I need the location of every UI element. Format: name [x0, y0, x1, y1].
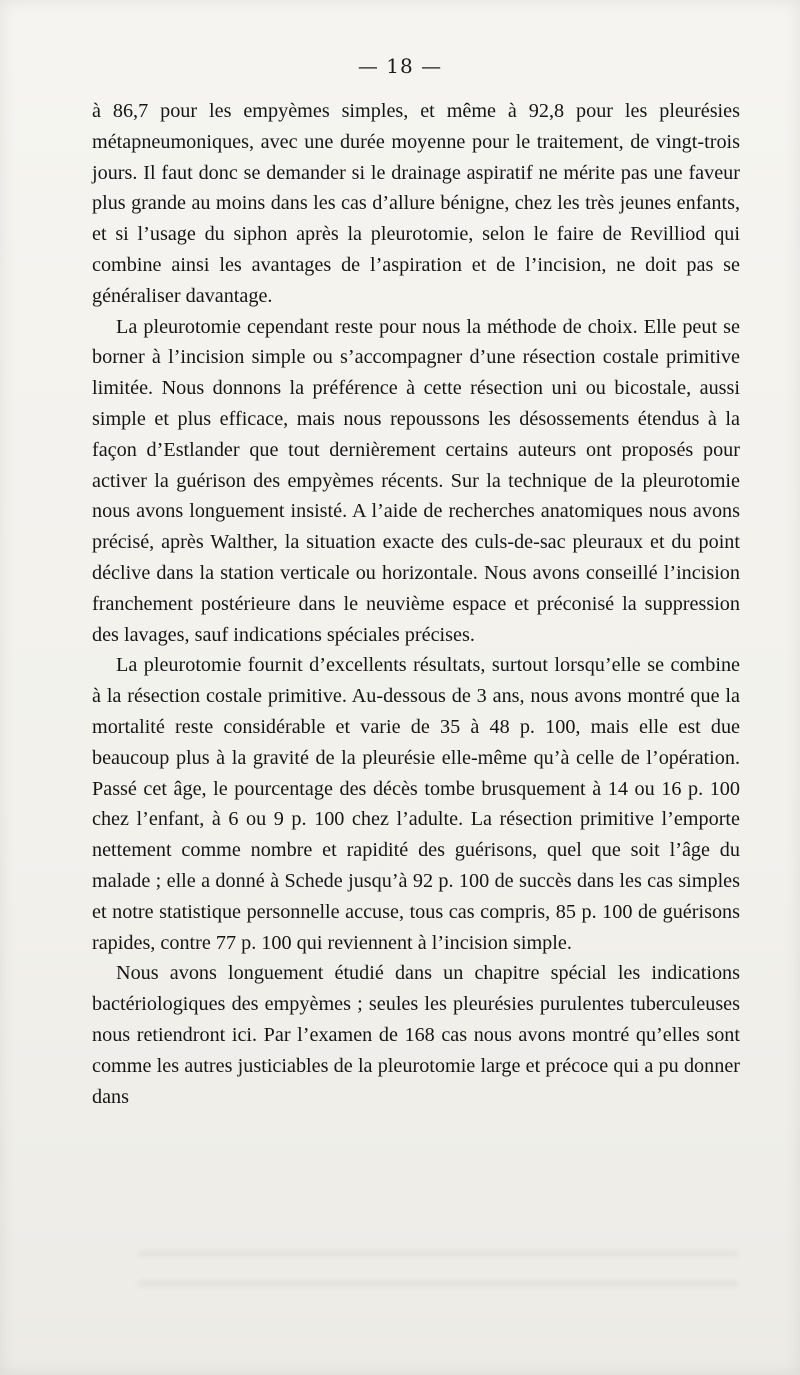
paragraph: La pleurotomie cependant reste pour nous la méthode de choix. Elle peut se borner à l’incision simple ou s’accompagner d’une résection costale primitive limitée. Nous donnons la préférence à cette résection uni ou bicostale, aussi simple et plus efficace, mais nous repoussons les désossements étendus à la façon d’Estlander que tout dernièrement certains auteurs ont proposés pour activer la guérison des empyèmes récents. Sur la technique de la pleurotomie nous avons longuement insisté. A l’aide de recherches anatomiques nous avons précisé, après Walther, la situation exacte des culs-de-sac pleuraux et du point déclive dans la station verticale ou horizontale. Nous avons conseillé l’incision franchement postérieure dans le neuvième espace et préconisé la suppression des lavages, sauf indications spéciales précises.: [92, 315, 740, 646]
show-through-line: [138, 1280, 738, 1287]
paragraph: Nous avons longuement étudié dans un chapitre spécial les indications bactériologiques des empyèmes ; seules les pleurésies purulentes tuberculeuses nous retiendront ici. Par l’examen de 168 cas nous avons montré qu’elles sont comme les autres justiciables de la pleurotomie large et précoce qui a pu donner dans: [92, 962, 740, 1108]
page-number: — 18 —: [357, 54, 443, 78]
body-text: [92, 96, 740, 1112]
paragraph: La pleurotomie fournit d’excellents résultats, surtout lorsqu’elle se combine à la résection costale primitive. Au-dessous de 3 ans, nous avons montré que la mortalité reste considérable et varie de 35 à 48 p. 100, mais elle est due beaucoup plus à la gravité de la pleurésie elle-même qu’à celle de l’opération. Passé cet âge, le pourcentage des décès tombe brusquement à 14 ou 16 p. 100 chez l’enfant, à 6 ou 9 p. 100 chez l’adulte. La résection primitive l’emporte nettement comme nombre et rapidité des guérisons, quel que soit l’âge du malade ; elle a donné à Schede jusqu’à 92 p. 100 de succès dans les cas simples et notre statistique personnelle accuse, tous cas compris, 85 p. 100 de guérisons rapides, contre 77 p. 100 qui reviennent à l’incision simple.: [92, 654, 740, 954]
paragraph: à 86,7 pour les empyèmes simples, et même à 92,8 pour les pleurésies métapneumoniques, avec une durée moyenne pour le traitement, de vingt-trois jours. Il faut donc se demander si le drainage aspiratif ne mérite pas une faveur plus grande au moins dans les cas d’allure bénigne, chez les très jeunes enfants, et si l’usage du siphon après la pleurotomie, selon le faire de Revilliod qui combine ainsi les avantages de l’aspiration et de l’incision, ne doit pas se généraliser davantage.: [92, 100, 740, 307]
show-through-line: [138, 1250, 738, 1257]
